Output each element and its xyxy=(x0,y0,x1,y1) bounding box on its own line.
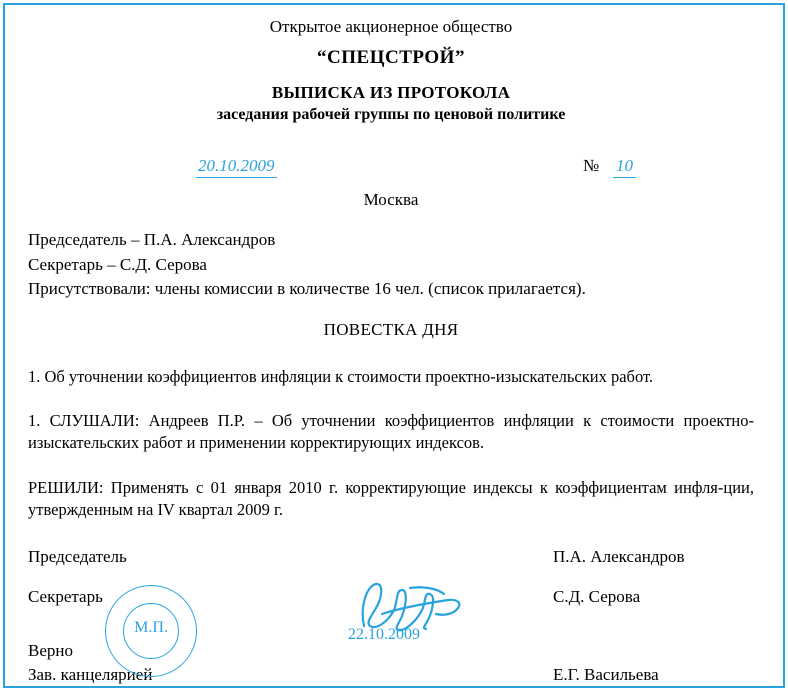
agenda-heading: ПОВЕСТКА ДНЯ xyxy=(323,319,459,339)
document-meta-row xyxy=(28,156,754,182)
signature-name-secretary: С.Д. Серова xyxy=(553,587,641,607)
signature-name-chairman: П.А. Александров xyxy=(553,547,685,567)
attendees-line: Присутствовали: члены комиссии в количестве 16 чел. (список прилагается). xyxy=(28,279,586,299)
heard-paragraph: 1. СЛУШАЛИ: Андреев П.Р. – Об уточнении коэффициентов инфляции к стоимости проектно-изыскательских работ и применении корректирующих индексов. xyxy=(28,411,754,453)
participants-block xyxy=(28,228,754,302)
organization-type: Открытое акционерное общество xyxy=(269,17,513,36)
secretary-line: Секретарь – С.Д. Серова xyxy=(28,254,207,274)
document-date: 20.10.2009 xyxy=(196,156,277,178)
chairman-line: Председатель – П.А. Александров xyxy=(28,229,276,249)
certification-position: Зав. канцелярией xyxy=(28,664,153,684)
document-city: Москва xyxy=(363,189,419,209)
document-number-label: № xyxy=(583,155,600,175)
signature-date: 22.10.2009 xyxy=(348,626,420,643)
certification-name: Е.Г. Васильева xyxy=(553,665,659,685)
resolved-paragraph: РЕШИЛИ: Применять с 01 января 2010 г. корректирующие индексы к коэффициентам инфля-ции, утвержденным на IV квартал 2009 г. xyxy=(28,477,754,519)
signature-role-secretary: Секретарь xyxy=(28,587,103,607)
stamp-label: М.П. xyxy=(134,619,168,636)
document-number-value: 10 xyxy=(613,156,636,178)
agenda-item: 1. Об уточнении коэффициентов инфляции к стоимости проектно-изыскательских работ. xyxy=(28,366,654,386)
stamp-seal xyxy=(105,585,201,681)
signature-role-chairman: Председатель xyxy=(28,547,127,567)
certification-verno: Верно xyxy=(28,641,73,661)
organization-name: “СПЕЦСТРОЙ” xyxy=(317,46,465,68)
document-subtitle: заседания рабочей группы по ценовой политике xyxy=(216,105,566,123)
document-title: ВЫПИСКА ИЗ ПРОТОКОЛА xyxy=(271,82,511,102)
